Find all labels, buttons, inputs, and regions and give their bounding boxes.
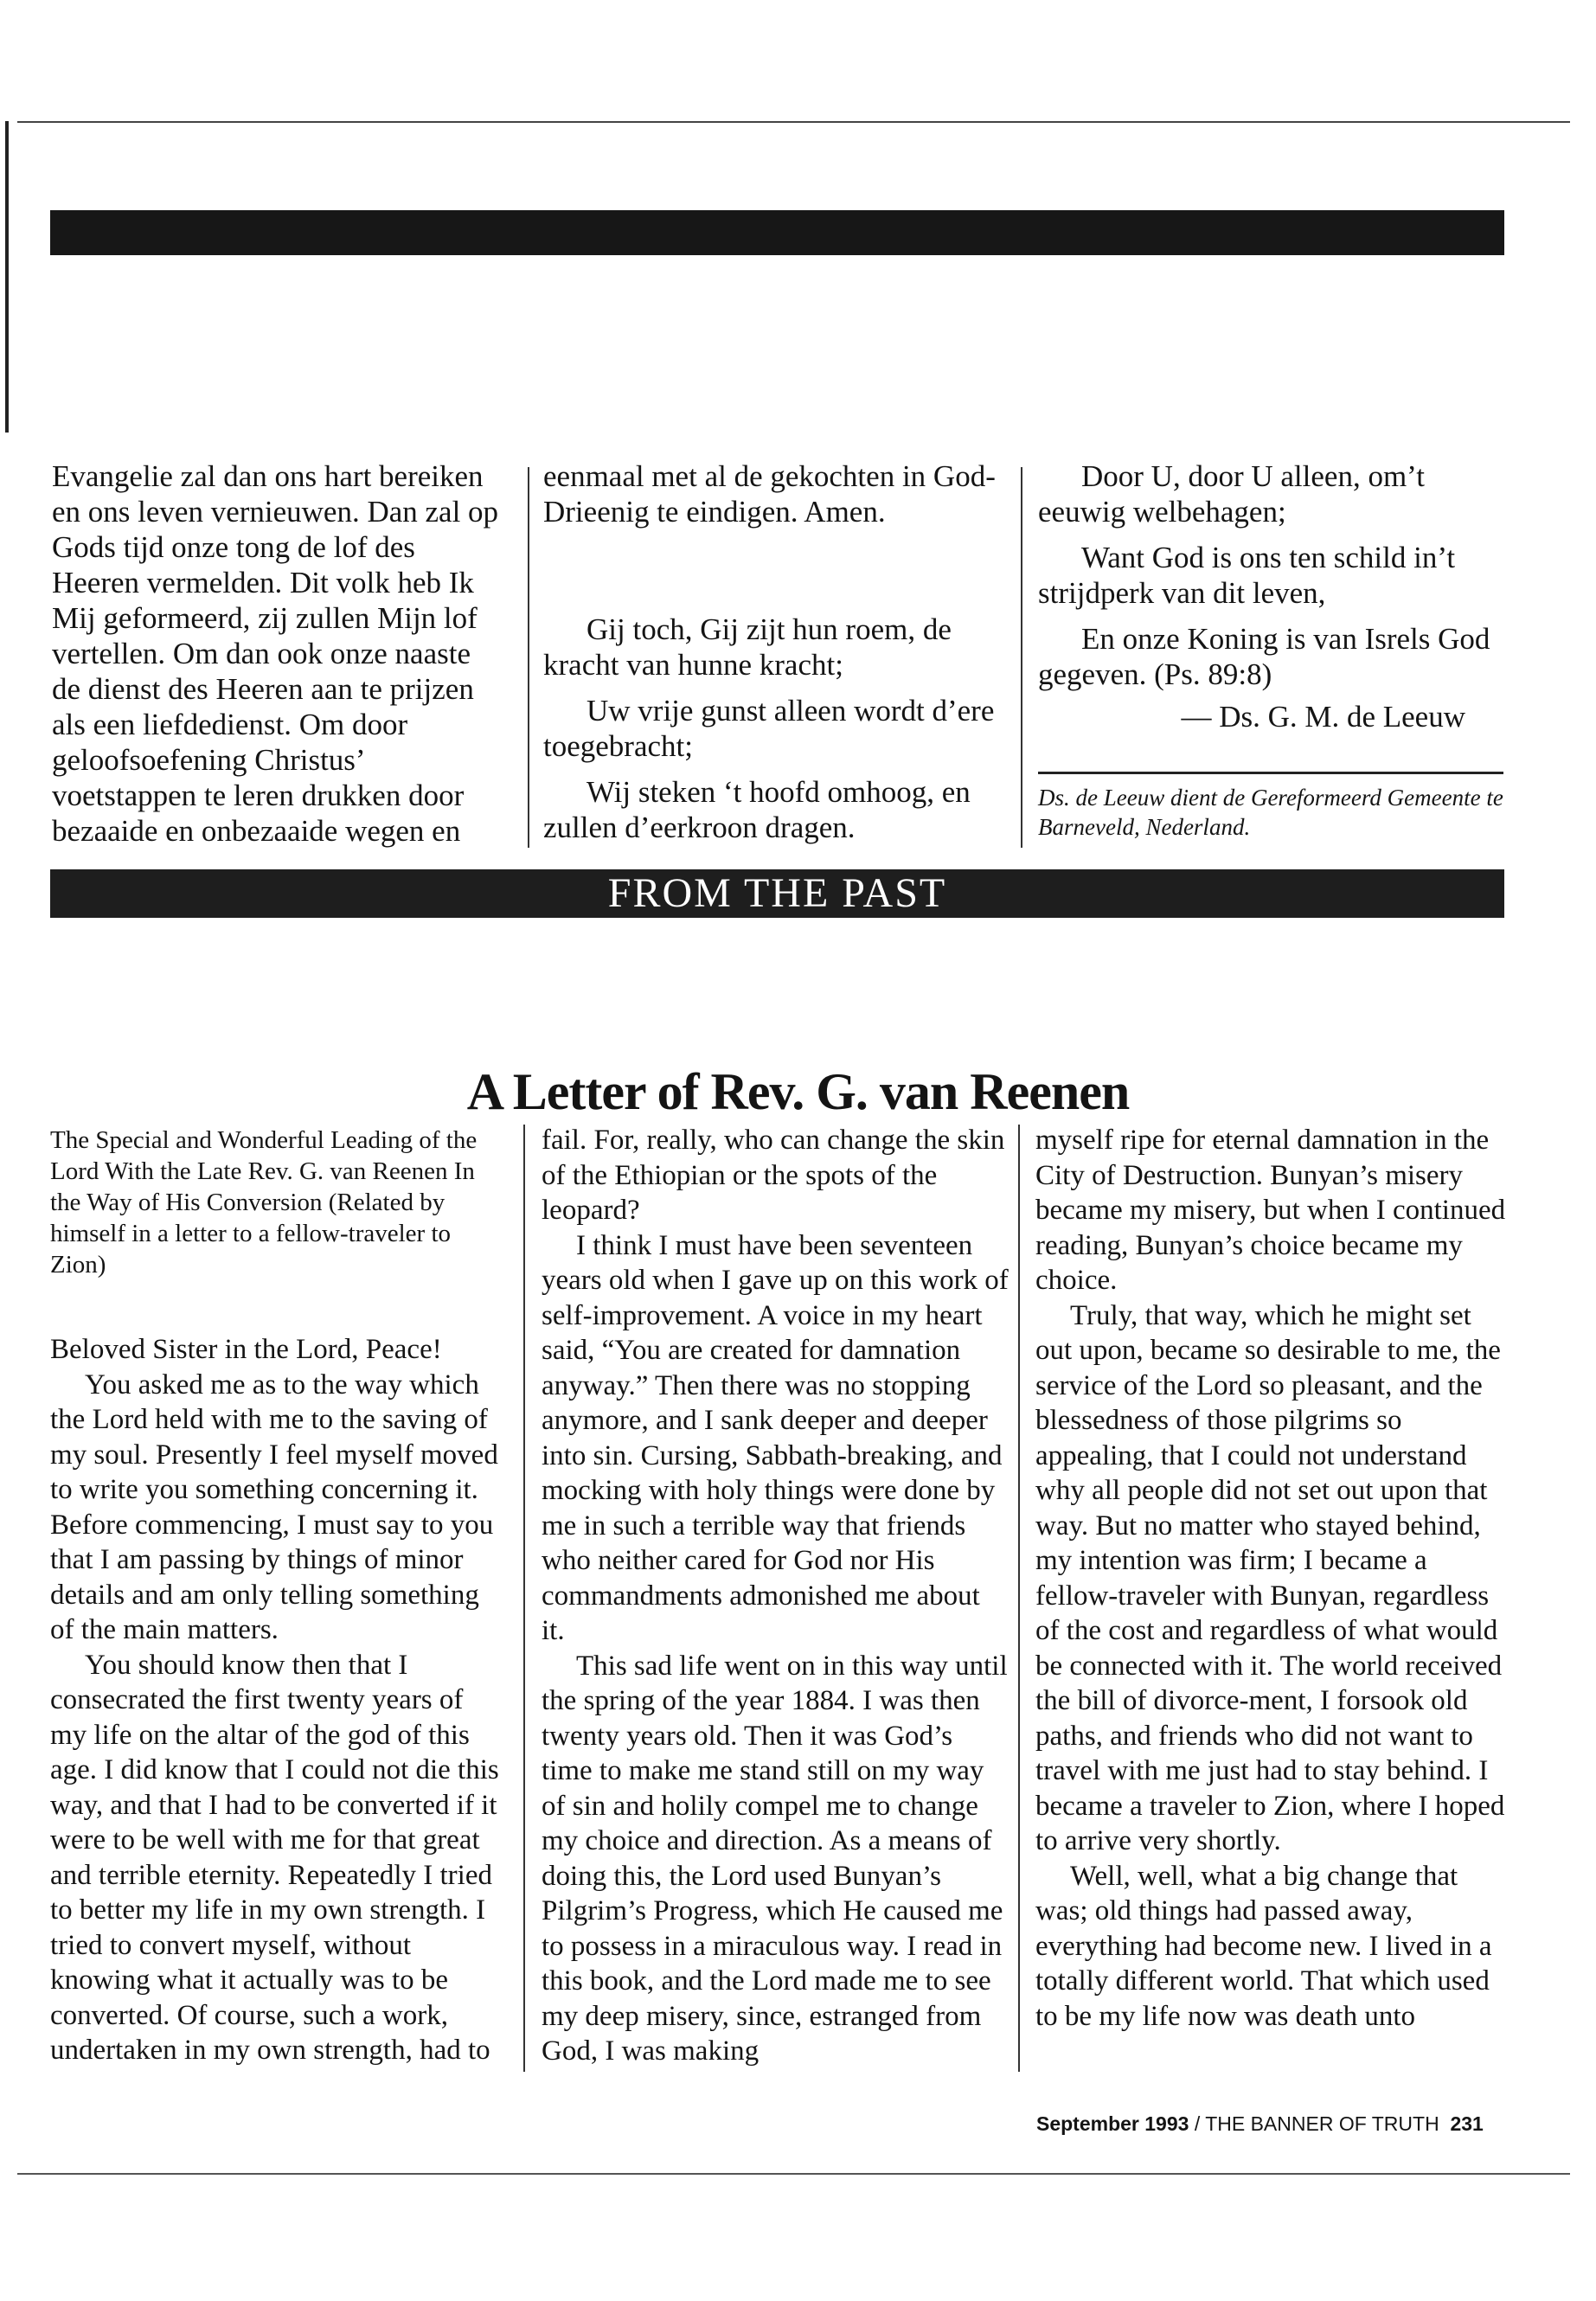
column-divider	[523, 1125, 525, 2072]
author-note: Ds. de Leeuw dient de Gereformeerd Gemeente te Barneveld, Nederland.	[1038, 785, 1503, 840]
column-divider	[1021, 467, 1022, 848]
signature: — Ds. G. M. de Leeuw	[1181, 700, 1465, 734]
verse-line: Uw vrije gunst alleen wordt d’ere toegebracht;	[543, 694, 995, 763]
bottom-rule	[17, 2173, 1570, 2175]
article-paragraph: Well, well, what a big change that was; old things had passed away, everything had become new. I lived in a totally different world. That which used to be my life now was death unto	[1035, 1860, 1492, 2032]
article-column-1	[50, 1125, 504, 2068]
article-paragraph: Truly, that way, which he might set out upon, became so desirable to me, the service of the Lord so pleasant, and the blessedness of those pilgrims so appealing, that I could not understand why all people did not set out upon that way. But no matter who stayed behind, my intention was firm; I became a fellow-traveler with Bunyan, regardless of the cost and regardless of what would be connected with it. The world received the bill of divorce-ment, I forsook old paths, and friends who did not want to travel with me just had to stay behind. I became a traveler to Zion, where I hoped to arrive very shortly.	[1035, 1299, 1505, 1856]
column-divider	[528, 467, 529, 848]
article-column-3	[1035, 1123, 1507, 2034]
verse-line: Door U, door U alleen, om’t eeuwig welbehagen;	[1038, 459, 1425, 529]
verse-line: Want God is ons ten schild in’t strijdperk van dit leven,	[1038, 541, 1456, 610]
verse-line: Gij toch, Gij zijt hun roem, de kracht van hunne kracht;	[543, 612, 952, 682]
article-paragraph: fail. For, really, who can change the skin of the Ethiopian or the spots of the leopard?	[542, 1125, 1005, 1226]
dutch-column-3	[1038, 458, 1505, 734]
column-divider	[1018, 1125, 1020, 2072]
salutation: Beloved Sister in the Lord, Peace!	[50, 1334, 442, 1365]
article-column-2	[542, 1123, 1009, 2069]
dutch-closing: eenmaal met al de gekochten in God-Drieenig te eindigen. Amen.	[543, 459, 996, 529]
article-paragraph: myself ripe for eternal damnation in the City of Destruction. Bunyan’s misery became my misery, but when I continued reading, Bunyan’s choice became my choice.	[1035, 1125, 1506, 1296]
signature-rule	[1038, 772, 1503, 774]
footer-separator: /	[1189, 2112, 1206, 2135]
scan-edge-mark	[5, 121, 9, 433]
footer-date: September 1993	[1036, 2112, 1189, 2135]
verse-line: En onze Koning is van Isrels God gegeven. (Ps. 89:8)	[1038, 622, 1490, 691]
article-paragraph: You should know then that I consecrated the first twenty years of my life on the altar of the god of this age. I did know that I could not die this way, and that I had to be converted if it were to be well with me for that great and terrible eternity. Repeatedly I tried to better my life in my own strength. I tried to convert myself, without knowing what it actually was to be converted. Of course, such a work, undertaken in my own strength, had to	[50, 1649, 499, 2066]
top-rule	[17, 121, 1570, 123]
article-paragraph: I think I must have been seventeen years old when I gave up on this work of self-improvement. A voice in my heart said, “You are created for damnation anyway.” Then there was no stopping anymore, and I sank deeper and deeper into sin. Cursing, Sabbath-breaking, and mocking with holy things were done by me in such a terrible way that friends who neither cared for God nor His commandments admonished me about it.	[542, 1229, 1009, 1646]
header-bar	[50, 210, 1504, 255]
article-paragraph: You asked me as to the way which the Lord held with me to the saving of my soul. Presently I feel myself moved to write you something concerning it. Before commencing, I must say to you that I am passing by things of minor details and am only telling something of the main matters.	[50, 1368, 498, 1645]
article-intro: The Special and Wonderful Leading of the Lord With the Late Rev. G. van Reenen In the Way of His Conversion (Related by himself in a letter to a fellow-traveler to Zion)	[50, 1126, 478, 1279]
dutch-column-1	[52, 458, 506, 849]
article-paragraph: This sad life went on in this way until the spring of the year 1884. I was then twenty years old. Then it was God’s time to make me stand still on my way of sin and holily compel me to change my choice and direction. As a means of doing this, the Lord used Bunyan’s Pilgrim’s Progress, which He caused me to possess in a miraculous way. I read in this book, and the Lord made me to see my deep misery, since, estranged from God, I was making	[542, 1650, 1008, 2067]
verse-line: Wij steken ‘t hoofd omhoog, en zullen d’eerkroon dragen.	[543, 775, 971, 844]
dutch-paragraph: Evangelie zal dan ons hart bereiken en ons leven vernieuwen. Dan zal op Gods tijd onze tong de lof des Heeren vermelden. Dit volk heb Ik Mij geformeerd, zij zullen Mijn lof vertellen. Om dan ook onze naaste de dienst des Heeren aan te prijzen als een liefdedienst. Om door geloofsoefening Christus’ voetstappen te leren drukken door bezaaide en onbezaaide wegen en	[52, 459, 499, 848]
section-label: FROM THE PAST	[50, 869, 1504, 918]
page-footer	[1036, 2111, 1503, 2137]
article-headline: A Letter of Rev. G. van Reenen	[466, 1063, 1130, 1120]
footer-publication: THE BANNER OF TRUTH	[1205, 2112, 1439, 2135]
dutch-column-2	[543, 458, 1010, 845]
page-number: 231	[1450, 2112, 1484, 2135]
